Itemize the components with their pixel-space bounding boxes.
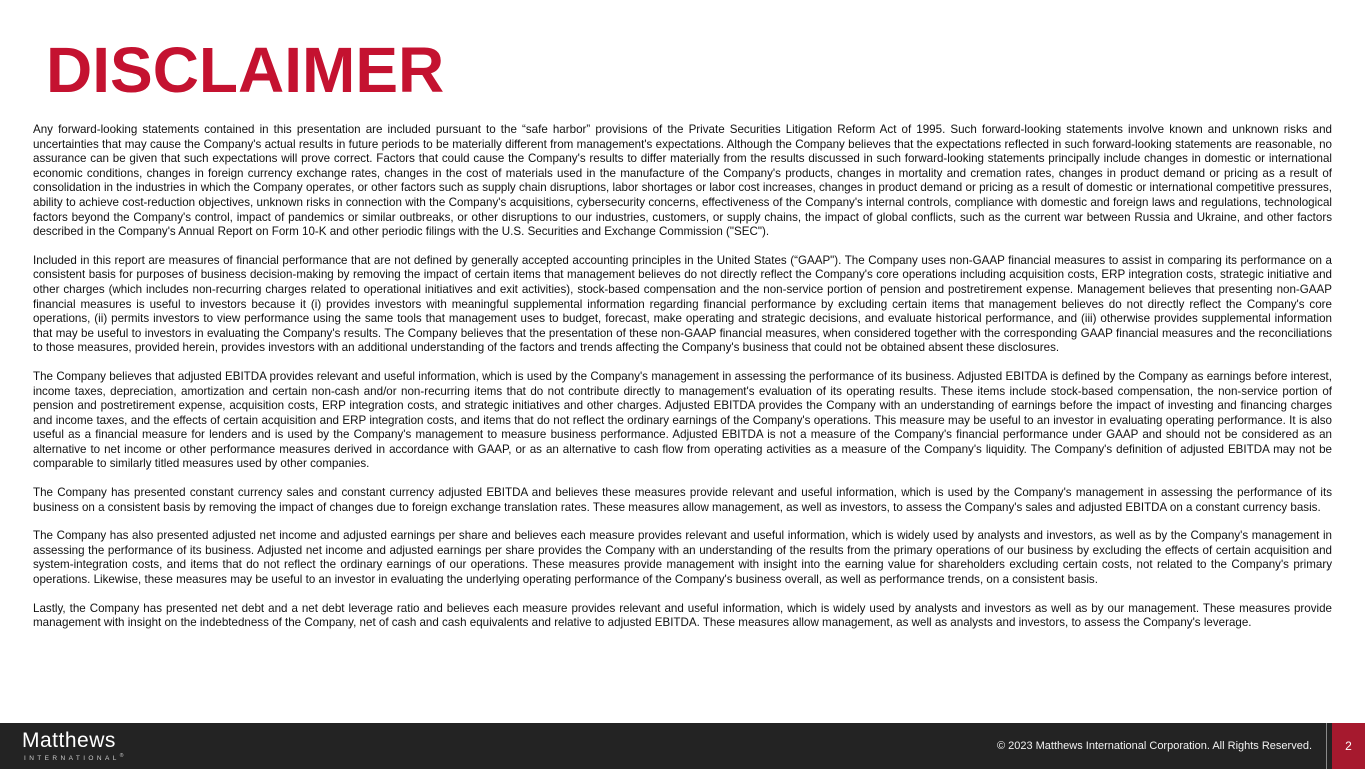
paragraph-forward-looking: Any forward-looking statements contained in this presentation are included pursuant to the “safe harbor” provisions of the Private Securities Litigation Reform Act of 1995. Such forward-looking statements involve known and unknown risks and uncertainties that may cause the Company's actual results in future periods to be materially different from management's expectations. Although the Company believes that the expectations reflected in such forward-looking statements are reasonable, no assurance can be given that such expectations will prove correct. Factors that could cause the Company's results to differ materially from the results discussed in such forward-looking statements principally include changes in domestic or international economic conditions, changes in foreign currency exchange rates, changes in the cost of materials used in the manufacture of the Company's products, changes in mortality and cremation rates, changes in product demand or pricing as a result of consolidation in the industries in which the Company operates, or other factors such as supply chain disruptions, labor shortages or labor cost increases, changes in product demand or pricing as a result of domestic or international competitive pressures, ability to achieve cost-reduction objectives, unknown risks in connection with the Company's acquisitions, cybersecurity concerns, effectiveness of the Company's internal controls, compliance with domestic and foreign laws and regulations, technological factors beyond the Company's control, impact of pandemics or similar outbreaks, or other disruptions to our industries, customers, or supply chains, the impact of global conflicts, such as the current war between Russia and Ukraine, and other factors described in the Company's Annual Report on Form 10-K and other periodic filings with the U.S. Securities and Exchange Commission ("SEC"). xyxy=(33,123,1332,239)
logo-subtext-label: INTERNATIONAL xyxy=(24,754,120,762)
footer-bar xyxy=(0,723,1365,769)
page-number: 2 xyxy=(1345,739,1352,753)
paragraph-adjusted-ebitda: The Company believes that adjusted EBITDA provides relevant and useful information, which is used by the Company's management in assessing the performance of its business. Adjusted EBITDA is defined by the Company as earnings before interest, income taxes, depreciation, amortization and certain non-cash and/or non-recurring items that do not contribute directly to management's evaluation of its operating results. These items include stock-based compensation, the non-service portion of pension and postretirement expense, acquisition costs, ERP integration costs, and strategic initiatives and other charges. Adjusted EBITDA provides the Company with an understanding of earnings before the impact of investing and financing charges and income taxes, and the effects of certain acquisition and ERP integration costs, and items that do not reflect the ordinary earnings of the Company's operations. This measure may be useful to an investor in evaluating operating performance. It is also useful as a financial measure for lenders and is used by the Company's management to measure business performance. Adjusted EBITDA is not a measure of the Company's financial performance under GAAP and should not be considered as an alternative to net income or other performance measures derived in accordance with GAAP, or as an alternative to cash flow from operating activities as a measure of the Company's liquidity. The Company's definition of adjusted EBITDA may not be comparable to similarly titled measures used by other companies. xyxy=(33,369,1332,471)
paragraph-adjusted-net-income: The Company has also presented adjusted net income and adjusted earnings per share and believes each measure provides relevant and useful information, which is widely used by analysts and investors, as well as by the Company's management in assessing the performance of its business. Adjusted net income and adjusted earnings per share provides the Company with an understanding of the results from the primary operations of our business by excluding the effects of certain acquisition and system-integration costs, and items that do not reflect the ordinary earnings of our operations. These measures provide management with insight into the earning value for shareholders excluding certain costs, not related to the Company's primary operations. Likewise, these measures may be useful to an investor in evaluating the underlying operating performance of the Company's business overall, as well as performance trends, on a consistent basis. xyxy=(33,529,1332,587)
matthews-logo xyxy=(22,730,123,763)
page-number-box xyxy=(1332,723,1365,769)
footer-divider xyxy=(1326,723,1327,769)
paragraph-non-gaap: Included in this report are measures of financial performance that are not defined by generally accepted accounting principles in the United States (“GAAP"). The Company uses non-GAAP financial measures to assist in comparing its performance on a consistent basis for purposes of business decision-making by removing the impact of certain items that management believes do not directly reflect the Company's core operations including acquisition costs, ERP integration costs, strategic initiative and other charges (which includes non-recurring charges related to operational initiatives and exit activities), stock-based compensation and the non-service portion of pension and postretirement expense. Management believes that presenting non-GAAP financial measures is useful to investors because it (i) provides investors with meaningful supplemental information regarding financial performance by excluding certain items that management believes do not directly reflect the Company's core operations, (ii) permits investors to view performance using the same tools that management uses to budget, forecast, make operating and strategic decisions, and evaluate historical performance, and (iii) otherwise provides supplemental information that may be useful to investors in evaluating the Company's results. The Company believes that the presentation of these non-GAAP financial measures, when considered together with the corresponding GAAP financial measures and the reconciliations to those measures, provided herein, provides investors with an additional understanding of the factors and trends affecting the Company's business that could not be obtained absent these disclosures. xyxy=(33,253,1332,355)
slide-title: DISCLAIMER xyxy=(46,34,445,106)
paragraph-net-debt: Lastly, the Company has presented net debt and a net debt leverage ratio and believes each measure provides relevant and useful information, which is widely used by analysts and investors as well as by our management. These measures provide management with insight on the indebtedness of the Company, net of cash and cash equivalents and relative to adjusted EBITDA. These measures allow management, as well as analysts and investors, to assess the Company's leverage. xyxy=(33,601,1332,630)
paragraph-constant-currency: The Company has presented constant currency sales and constant currency adjusted EBITDA and believes these measures provide relevant and useful information, which is used by the Company's management in assessing the performance of its business on a consistent basis by removing the impact of changes due to foreign exchange translation rates. These measures allow management, as well as investors, to assess the Company's sales and adjusted EBITDA on a constant currency basis. xyxy=(33,486,1332,514)
logo-wordmark: Matthews xyxy=(22,728,116,752)
disclaimer-body xyxy=(33,123,1332,631)
logo-trademark-icon: ® xyxy=(119,752,124,759)
logo-subtext xyxy=(22,754,123,763)
copyright-text: © 2023 Matthews International Corporation. All Rights Reserved. xyxy=(996,740,1312,752)
